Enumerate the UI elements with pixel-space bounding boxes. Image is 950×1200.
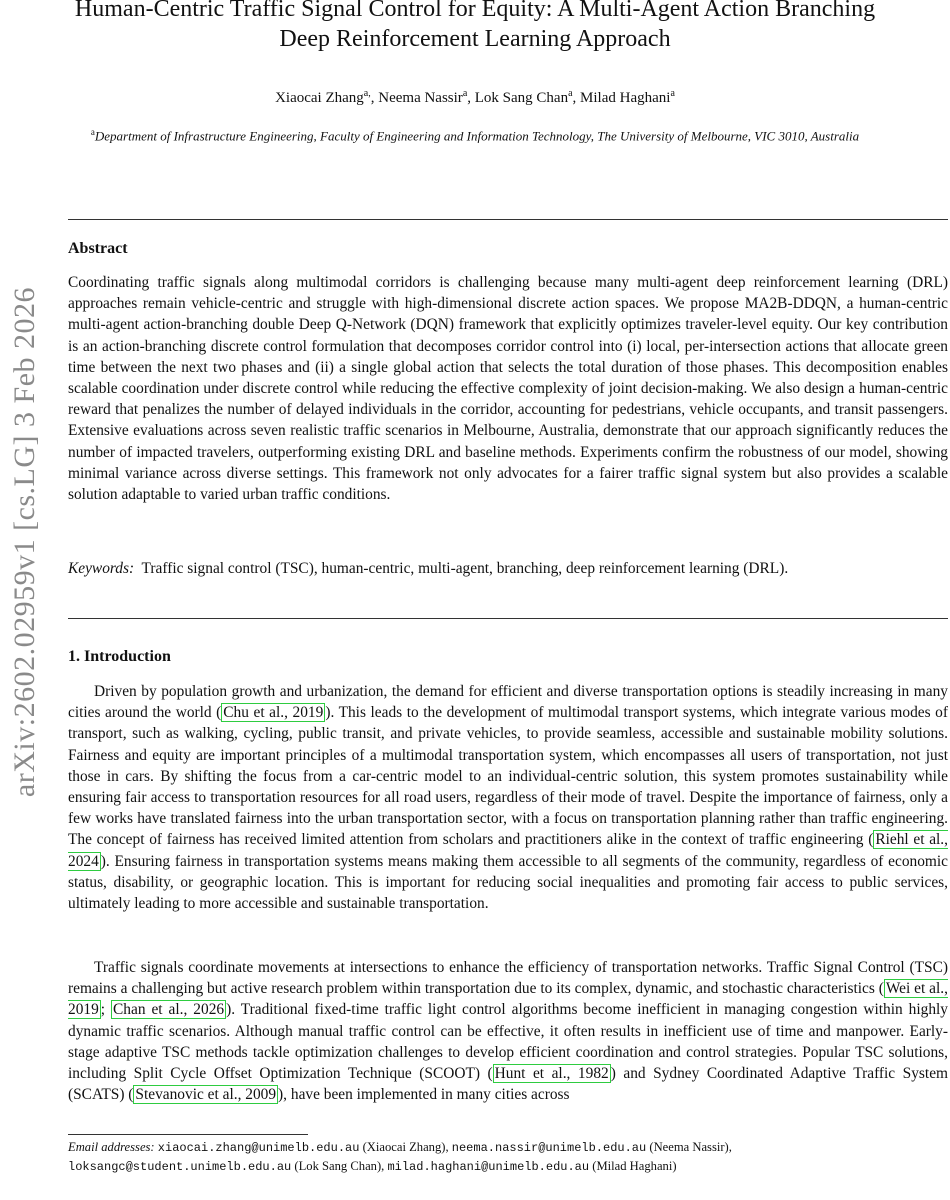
abstract-top-rule: [68, 219, 948, 220]
email-owner: (Neema Nassir),: [649, 1140, 732, 1154]
footnote-label: Email addresses:: [68, 1140, 155, 1154]
citation-link[interactable]: Riehl et al., 2024: [68, 831, 948, 870]
intro-paragraph-2: Traffic signals coordinate movements at intersections to enhance the efficiency of transportation networks. Traffic Signal Control (TSC) remains a challenging but active research problem within transportation due to its complex, dynamic, and stochastic characteristics ( Wei et al., 2019 ; Chan et al., 2026 ). Traditional fixed-time traffic light control algorithms become inefficient in managing congestion within highly dynamic traffic scenarios. Although manual traffic control can be effective, it often results in inefficient use of time and manpower. Early-stage adaptive TSC methods tackle optimization challenges to develop efficient coordination and control strategies. Popular TSC solutions, including Split Cycle Offset Optimization Technique (SCOOT) ( Hunt et al., 1982 ) and Sydney Coordinated Adaptive Traffic System (SCATS) ( Stevanovic et al., 2009 ), have been implemented in many cities across: [68, 959, 948, 1104]
footnote-emails: [68, 1138, 948, 1176]
email-link[interactable]: xiaocai.zhang@unimelb.edu.au: [157, 1141, 360, 1155]
footnote-rule: [68, 1134, 308, 1135]
affiliation-text: Department of Infrastructure Engineering, Faculty of Engineering and Information Technology, The University of Melbourne, VIC 3010, Australia: [94, 128, 860, 144]
email-link[interactable]: milad.haghani@unimelb.edu.au: [387, 1160, 590, 1174]
author-name: Milad Haghani: [580, 90, 671, 106]
author-name: Neema Nassir: [378, 90, 463, 106]
citation-link[interactable]: Wei et al., 2019: [68, 980, 948, 1019]
author-name: Xiaocai Zhang: [275, 90, 364, 106]
email-owner: (Milad Haghani): [592, 1159, 677, 1173]
citation-link[interactable]: Chu et al., 2019: [223, 704, 324, 722]
affiliation: [70, 123, 880, 145]
keywords: [68, 558, 948, 579]
author-affil-mark: a: [568, 88, 573, 99]
introduction-heading: 1. Introduction: [68, 648, 171, 665]
intro-paragraph-1: Driven by population growth and urbanization, the demand for efficient and diverse transportation options is steadily increasing in many cities around the world ( Chu et al., 2019 ). This leads to the development of multimodal transport systems, which integrate various modes of transport, such as walking, cycling, public transit, and private vehicles, to provide seamless, accessible and sustainable mobility solutions. Fairness and equity are important principles of a multimodal transportation system, which encompasses all users of transportation, not just those in cars. By shifting the focus from a car-centric model to an individual-centric solution, this system promotes sustainability while ensuring fair access to transportation resources for all road users, regardless of their mode of travel. Despite the importance of fairness, only a few works have translated fairness into the urban transportation sector, with a focus on transportation planning rather than traffic engineering. The concept of fairness has received limited attention from scholars and practitioners alike in the context of traffic engineering ( Riehl et al., 2024 ). Ensuring fairness in transportation systems means making them accessible to all segments of the community, regardless of economic status, disability, or geographic location. This is important for reducing social inequalities and promoting fair access to public services, ultimately leading to more accessible and sustainable transportation.: [68, 683, 948, 913]
keywords-label: Keywords:: [68, 560, 135, 577]
citation-link[interactable]: Hunt et al., 1982: [494, 1065, 609, 1083]
email-owner: (Xiaocai Zhang),: [362, 1140, 449, 1154]
citation-link[interactable]: Chan et al., 2026: [113, 1001, 225, 1019]
abstract-heading: Abstract: [68, 240, 128, 257]
paper-title: Human-Centric Traffic Signal Control for Equity: A Multi-Agent Action Branching Deep Reinforcement Learning Approach: [74, 0, 876, 52]
author-affil-mark: a: [462, 88, 468, 99]
author-affil-mark: a,: [363, 88, 371, 99]
author-list: Xiaocai Zhang$^{a,}$, Neema Nassir$^a$, Lok Sang Chan$^a$, Milad Haghani$^a$: [275, 88, 675, 106]
keywords-text: Traffic signal control (TSC), human-centric, multi-agent, branching, deep reinforcement learning (DRL).: [141, 560, 789, 577]
email-link[interactable]: loksangc@student.unimelb.edu.au: [68, 1160, 292, 1174]
email-link[interactable]: neema.nassir@unimelb.edu.au: [451, 1141, 647, 1155]
arxiv-identifier[interactable]: arXiv:2602.02959v1 [cs.LG] 3 Feb 2026: [8, 286, 41, 798]
citation-link[interactable]: Stevanovic et al., 2009: [135, 1086, 277, 1104]
author-affil-mark: a: [670, 88, 675, 99]
abstract-bottom-rule: [68, 618, 948, 619]
author-name: Lok Sang Chan: [474, 90, 569, 106]
email-owner: (Lok Sang Chan),: [294, 1159, 385, 1173]
abstract-body: Coordinating traffic signals along multimodal corridors is challenging because many multi-agent deep reinforcement learning (DRL) approaches remain vehicle-centric and struggle with high-dimensional discrete action spaces. We propose MA2B-DDQN, a human-centric multi-agent action-branching double Deep Q-Network (DQN) framework that explicitly optimizes traveler-level equity. Our key contribution is an action-branching discrete control formulation that decomposes corridor control into (i) local, per-intersection actions that allocate green time between the next two phases and (ii) a single global action that selects the total duration of those phases. This decomposition enables scalable coordination under discrete control while reducing the effective complexity of joint decision-making. We also design a human-centric reward that penalizes the number of delayed individuals in the corridor, accounting for pedestrians, vehicle occupants, and transit passengers. Extensive evaluations across seven realistic traffic scenarios in Melbourne, Australia, demonstrate that our approach significantly reduces the number of impacted travelers, outperforming existing DRL and baseline methods. Experiments confirm the robustness of our model, showing minimal variance across diverse settings. This framework not only advocates for a fairer traffic signal system but also provides a scalable solution adaptable to varied urban traffic conditions.: [68, 274, 948, 504]
affiliation-mark: a: [90, 127, 95, 137]
